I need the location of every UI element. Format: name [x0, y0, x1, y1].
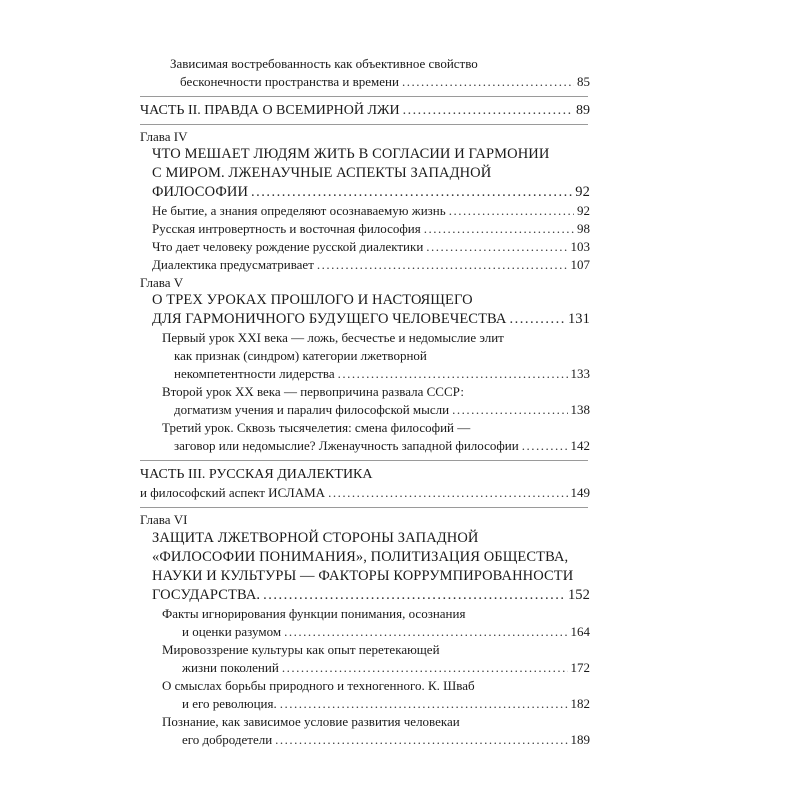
toc-page-number: 172 — [570, 660, 590, 675]
chapter-label — [140, 513, 590, 526]
section-divider — [140, 96, 588, 97]
toc-entry — [162, 421, 590, 434]
chapter-title — [152, 147, 590, 162]
toc-entry — [152, 258, 590, 271]
chapter-title — [152, 185, 590, 200]
toc-page-number: 189 — [570, 732, 590, 747]
chapter-title — [152, 569, 590, 584]
dot-leader — [402, 75, 574, 88]
dot-leader — [282, 661, 568, 674]
toc-entry-text: Диалектика предусматривает — [152, 257, 314, 272]
toc-entry — [162, 679, 590, 692]
toc-page-number: 164 — [570, 624, 590, 639]
toc-entry-text: догматизм учения и паралич философской мысли — [174, 402, 450, 417]
dot-leader — [328, 486, 567, 499]
chapter-title — [152, 588, 590, 603]
toc-entry-text: С МИРОМ. ЛЖЕНАУЧНЫЕ АСПЕКТЫ ЗАПАДНОЙ — [152, 165, 492, 181]
toc-entry-text: Глава VI — [140, 512, 188, 527]
chapter-label — [140, 276, 590, 289]
toc-entry-text: ФИЛОСОФИИ — [152, 184, 249, 200]
dot-leader — [284, 625, 567, 638]
dot-leader — [275, 733, 567, 746]
toc-entry — [182, 697, 590, 710]
toc-entry — [162, 643, 590, 656]
toc-page-number: 92 — [575, 184, 590, 200]
dot-leader — [452, 403, 567, 416]
toc-page-number: 107 — [570, 257, 590, 272]
toc-entry — [174, 439, 590, 452]
toc-page-number: 89 — [576, 103, 590, 118]
toc-entry-text: и его революция. — [182, 696, 277, 711]
dot-leader — [317, 258, 568, 271]
toc-entry-text: Факты игнорирования функции понимания, осознания — [162, 606, 466, 621]
dot-leader — [251, 185, 572, 200]
dot-leader — [403, 104, 573, 118]
toc-part — [140, 486, 590, 499]
toc-entry-text: «ФИЛОСОФИИ ПОНИМАНИЯ», ПОЛИТИЗАЦИЯ ОБЩЕСТВА, — [152, 549, 569, 565]
dot-leader — [424, 222, 574, 235]
toc-entry-text: Мировоззрение культуры как опыт перетекающей — [162, 642, 440, 657]
dot-leader — [338, 367, 568, 380]
toc-page-number: 133 — [570, 366, 590, 381]
toc-entry — [162, 607, 590, 620]
toc-page-number: 85 — [577, 74, 590, 89]
chapter-title — [152, 312, 590, 327]
toc-entry-text: Третий урок. Сквозь тысячелетия: смена философий — — [162, 420, 471, 435]
dot-leader — [509, 312, 564, 327]
toc-entry — [182, 625, 590, 638]
chapter-title — [152, 293, 590, 308]
toc-entry-text: Познание, как зависимое условие развития человекаи — [162, 714, 460, 729]
toc-entry-text: как признак (синдром) категории лжетворной — [174, 348, 427, 363]
toc-page-number: 103 — [570, 239, 590, 254]
toc-entry — [180, 75, 590, 88]
chapter-title — [152, 166, 590, 181]
toc-entry-text: Глава IV — [140, 129, 188, 144]
toc-entry-text: некомпетентности лидерства — [174, 366, 335, 381]
toc-entry — [174, 349, 590, 362]
toc-entry-text: Русская интровертность и восточная философия — [152, 221, 421, 236]
toc-entry-text: жизни поколений — [182, 660, 279, 675]
toc-entry — [152, 222, 590, 235]
toc-entry-text: ЗАЩИТА ЛЖЕТВОРНОЙ СТОРОНЫ ЗАПАДНОЙ — [152, 530, 479, 546]
toc-entry-text: Зависимая востребованность как объективное свойство — [170, 56, 478, 71]
section-divider — [140, 507, 588, 508]
toc-entry-text: ЧАСТЬ III. РУССКАЯ ДИАЛЕКТИКА — [140, 467, 373, 482]
toc-entry-text: ДЛЯ ГАРМОНИЧНОГО БУДУЩЕГО ЧЕЛОВЕЧЕСТВА — [152, 311, 507, 327]
dot-leader — [426, 240, 567, 253]
section-divider — [140, 460, 588, 461]
toc-entry — [174, 403, 590, 416]
toc-entry-text: О смыслах борьбы природного и техногенного. К. Шваб — [162, 678, 475, 693]
toc-page-number: 98 — [577, 221, 590, 236]
toc-entry-text: О ТРЕХ УРОКАХ ПРОШЛОГО И НАСТОЯЩЕГО — [152, 292, 473, 308]
toc-entry-text: Глава V — [140, 275, 184, 290]
toc-page-number: 152 — [567, 587, 590, 603]
toc-entry-text: бесконечности пространства и времени — [180, 74, 399, 89]
toc-entry — [162, 715, 590, 728]
toc-entry — [182, 733, 590, 746]
toc-entry-text: Второй урок XX века — первопричина развала СССР: — [162, 384, 464, 399]
toc-entry — [174, 367, 590, 380]
toc-entry — [182, 661, 590, 674]
toc-part — [140, 104, 590, 118]
toc-entry-text: ГОСУДАРСТВА. — [152, 587, 261, 603]
toc-entry-text: его добродетели — [182, 732, 273, 747]
toc-entry-text: заговор или недомыслие? Лженаучность западной философии — [174, 438, 519, 453]
toc-page-number: 92 — [577, 203, 590, 218]
section-divider — [140, 124, 588, 125]
toc-page-number: 131 — [567, 311, 590, 327]
toc-page-number: 138 — [570, 402, 590, 417]
toc-entry — [170, 57, 590, 70]
dot-leader — [449, 204, 574, 217]
toc-entry — [152, 240, 590, 253]
toc-entry-text: и философский аспект ИСЛАМА — [140, 485, 326, 500]
toc-page-number: 142 — [570, 438, 590, 453]
toc-entry-text: ЧАСТЬ II. ПРАВДА О ВСЕМИРНОЙ ЛЖИ — [140, 103, 400, 118]
toc-entry-text: НАУКИ И КУЛЬТУРЫ — ФАКТОРЫ КОРРУМПИРОВАННОСТИ — [152, 568, 574, 584]
chapter-title — [152, 550, 590, 565]
chapter-title — [152, 531, 590, 546]
toc-entry-text: и оценки разумом — [182, 624, 282, 639]
chapter-label — [140, 130, 590, 143]
toc-entry — [162, 331, 590, 344]
toc-entry-text: Что дает человеку рождение русской диалектики — [152, 239, 424, 254]
toc-page-number: 149 — [570, 485, 590, 500]
toc-entry-text: Не бытие, а знания определяют осознаваемую жизнь — [152, 203, 446, 218]
toc-entry-text: Первый урок XXI века — ложь, бесчестье и недомыслие элит — [162, 330, 504, 345]
dot-leader — [280, 697, 568, 710]
toc-entry — [152, 204, 590, 217]
toc-entry — [162, 385, 590, 398]
toc-part — [140, 468, 590, 482]
toc-page-number: 182 — [570, 696, 590, 711]
dot-leader — [263, 588, 565, 603]
toc-entry-text: ЧТО МЕШАЕТ ЛЮДЯМ ЖИТЬ В СОГЛАСИИ И ГАРМОНИИ — [152, 146, 550, 162]
dot-leader — [522, 439, 568, 452]
